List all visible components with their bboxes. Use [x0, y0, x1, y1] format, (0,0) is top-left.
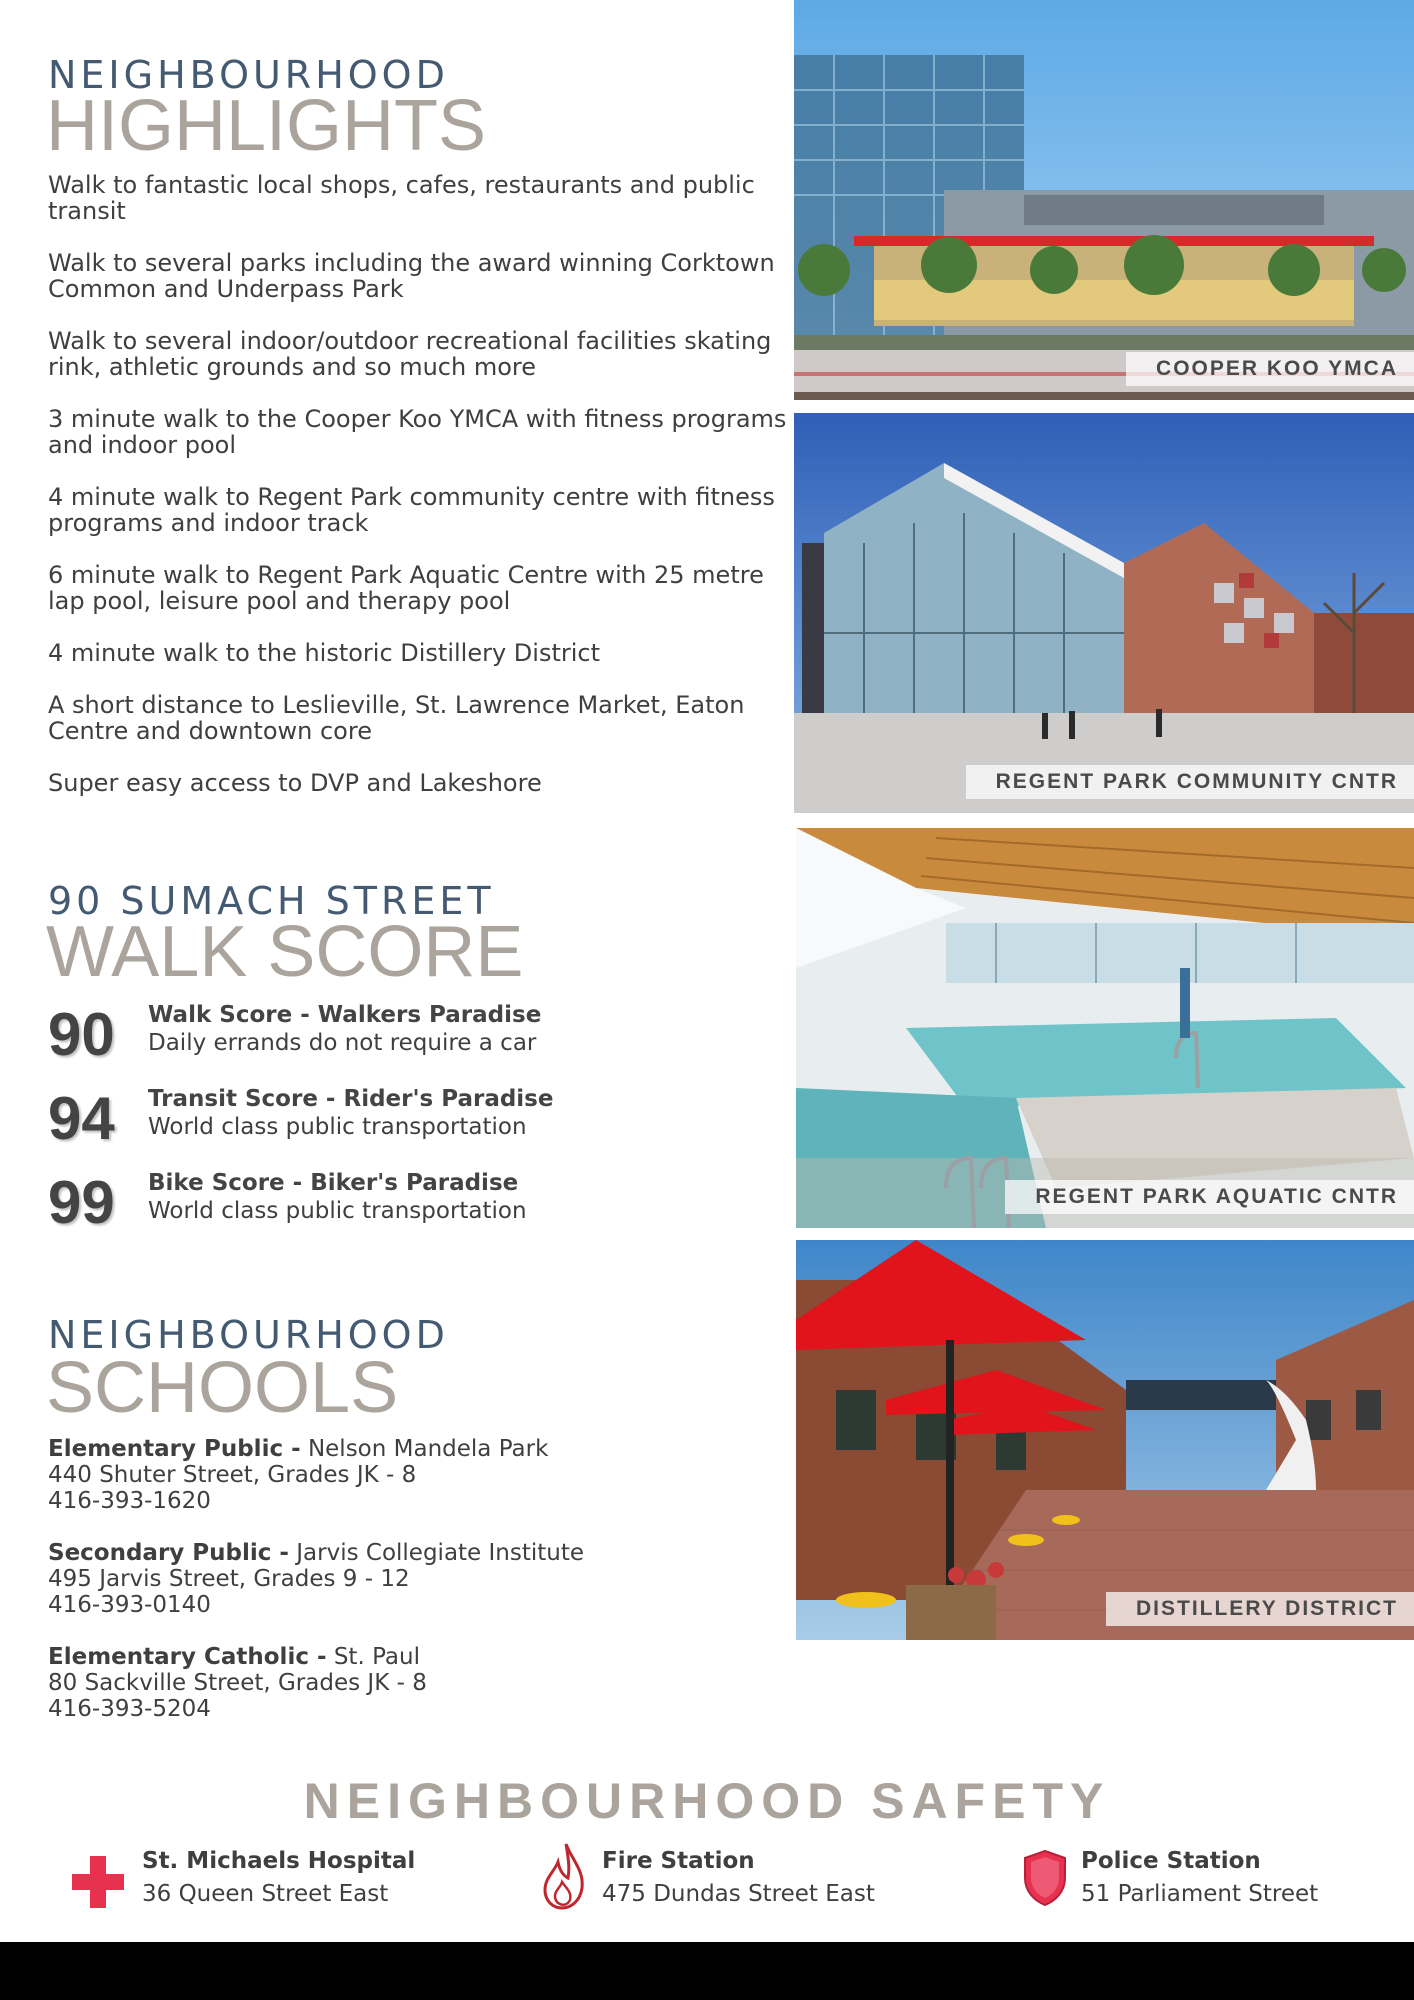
score-description: World class public transportation	[148, 1198, 527, 1224]
school-phone: 416-393-5204	[48, 1696, 211, 1722]
safety-title: NEIGHBOURHOOD SAFETY	[303, 1773, 1111, 1829]
score-title: Bike Score - Biker's Paradise	[148, 1170, 519, 1196]
school-type: Secondary Public -	[48, 1540, 289, 1566]
schools-kicker: NEIGHBOURHOOD	[48, 1313, 449, 1357]
safety-address: 475 Dundas Street East	[602, 1881, 875, 1907]
school-address: 440 Shuter Street, Grades JK - 8	[48, 1462, 417, 1488]
school-name: Nelson Mandela Park	[307, 1436, 549, 1462]
school-address: 495 Jarvis Street, Grades 9 - 12	[48, 1566, 410, 1592]
walk-score-row	[48, 1002, 768, 1072]
list-item: Walk to several parks including the award winning Corktown Common and Underpass Park	[48, 249, 775, 303]
photo-caption: REGENT PARK COMMUNITY CNTR	[966, 765, 1414, 799]
distillery-district-illustration	[796, 1240, 1414, 1640]
bike-score-row	[48, 1170, 768, 1240]
distillery-district-photo	[796, 1240, 1414, 1640]
list-item: A short distance to Leslieville, St. Lawrence Market, Eaton Centre and downtown core	[48, 691, 745, 745]
hospital-cross-icon	[72, 1856, 124, 1908]
list-item: 3 minute walk to the Cooper Koo YMCA with fitness programs and indoor pool	[48, 405, 787, 459]
safety-name: St. Michaels Hospital	[142, 1848, 416, 1874]
score-title: Transit Score - Rider's Paradise	[148, 1086, 554, 1112]
school-type: Elementary Public -	[48, 1436, 301, 1462]
score-title: Walk Score - Walkers Paradise	[148, 1002, 542, 1028]
score-description: Daily errands do not require a car	[148, 1030, 537, 1056]
school-name: St. Paul	[333, 1644, 420, 1670]
highlights-list	[48, 172, 788, 822]
school-entry	[48, 1644, 788, 1722]
community-centre-illustration	[794, 413, 1414, 813]
safety-address: 51 Parliament Street	[1081, 1881, 1319, 1907]
safety-hospital	[72, 1848, 452, 1912]
school-entry	[48, 1540, 788, 1618]
score-description: World class public transportation	[148, 1114, 527, 1140]
walkscore-title: WALK SCORE	[46, 912, 524, 992]
school-type: Elementary Catholic -	[48, 1644, 327, 1670]
transit-score-row	[48, 1086, 768, 1156]
aquatic-centre-illustration	[796, 828, 1414, 1228]
aquatic-centre-photo	[796, 828, 1414, 1228]
list-item: 4 minute walk to the historic Distillery District	[48, 639, 601, 667]
safety-police-station	[1024, 1848, 1394, 1912]
highlights-title: HIGHLIGHTS	[46, 86, 487, 166]
list-item: Walk to several indoor/outdoor recreational facilities skating rink, athletic grounds and so much more	[48, 327, 772, 381]
walkscore-kicker: 90 SUMACH STREET	[48, 879, 495, 923]
list-item: Super easy access to DVP and Lakeshore	[48, 769, 542, 797]
safety-address: 36 Queen Street East	[142, 1881, 389, 1907]
score-value: 94	[48, 1085, 115, 1152]
school-phone: 416-393-0140	[48, 1592, 211, 1618]
school-entry	[48, 1436, 788, 1514]
score-value: 99	[48, 1169, 115, 1236]
fire-flame-icon	[542, 1842, 586, 1910]
police-shield-icon	[1024, 1850, 1066, 1906]
list-item: 4 minute walk to Regent Park community centre with fitness programs and indoor track	[48, 483, 775, 537]
school-phone: 416-393-1620	[48, 1488, 211, 1514]
community-centre-photo	[794, 413, 1414, 813]
ymca-building-illustration	[794, 0, 1414, 400]
score-value: 90	[48, 1001, 115, 1068]
list-item: 6 minute walk to Regent Park Aquatic Centre with 25 metre lap pool, leisure pool and therapy pool	[48, 561, 764, 615]
list-item: Walk to fantastic local shops, cafes, restaurants and public transit	[48, 171, 755, 225]
safety-fire-station	[540, 1848, 940, 1912]
school-address: 80 Sackville Street, Grades JK - 8	[48, 1670, 427, 1696]
footer-bar	[0, 1942, 1414, 2000]
photo-caption: REGENT PARK AQUATIC CNTR	[1005, 1180, 1414, 1214]
schools-title: SCHOOLS	[46, 1348, 399, 1428]
photo-caption: COOPER KOO YMCA	[1126, 352, 1414, 386]
highlights-kicker: NEIGHBOURHOOD	[48, 53, 449, 97]
photo-caption: DISTILLERY DISTRICT	[1106, 1592, 1414, 1626]
ymca-photo	[794, 0, 1414, 400]
school-name: Jarvis Collegiate Institute	[296, 1540, 585, 1566]
safety-name: Police Station	[1081, 1848, 1261, 1874]
safety-name: Fire Station	[602, 1848, 755, 1874]
